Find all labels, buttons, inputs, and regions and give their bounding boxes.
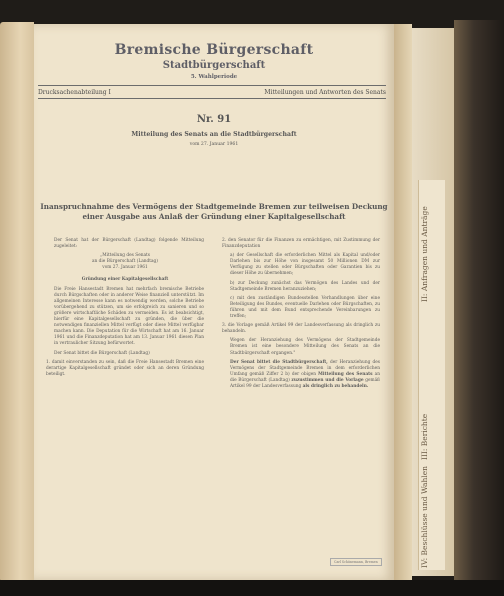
left-column: [46, 238, 204, 381]
quote-line-2: an die Bürgerschaft (Landtag): [91, 259, 158, 265]
right-paragraph-4: Wegen der Heranziehung des Vermögens der Stadtgemeinde Bremen ist eine besondere Mitteilung des Senats an die Stadtbürgerschaft ergangen.": [230, 338, 380, 356]
header-rule-top: [38, 85, 386, 86]
page-fold: [394, 24, 412, 580]
document-number: Nr. 91: [196, 114, 232, 125]
header-period: 5. Wahlperiode: [190, 74, 238, 80]
right-item-a: a) der Gesellschaft die erforderlichen Mittel als Kapital und/oder Darlehen bis zur Höhe von insgesamt 50 Millionen DM zur Verfügung zu stellen oder Bürgschaften oder Garantien bis zu dieser Höhe zu übernehmen;: [230, 253, 380, 277]
header-title: Bremische Bürgerschaft: [114, 42, 314, 58]
left-paragraph-2: Die Freie Hansestadt Bremen hat mehrfach bremische Betriebe durch Bürgschaften oder in anderer Weise finanziell unterstützt. Im allgemeinen Interesse kann es notwendig werden, solche Betriebe vorübergehend zu stützen, um sie erfolgreich zu sanieren und so größere wirtschaftliche Schäden zu vermeiden. Es ist beabsichtigt, hierfür eine Kapitalgesellschaft zu gründen, die über die notwendigen finanziellen Mittel verfügt oder diese Mittel verfügbar machen kann. Die Deputation für die Wirtschaft hat am 16. Januar 1961 und die Finanzdeputation hat am 13. Januar 1961 diesen Plan in vertraulicher Sitzung befürwortet.: [54, 286, 204, 347]
document-title-line-2: einer Ausgabe aus Anlaß der Gründung einer Kapitalgesellschaft: [82, 212, 346, 221]
left-paragraph-3: Der Senat bittet die Bürgerschaft (Landtag): [54, 350, 150, 356]
spine-label-berichte: III: Berichte: [420, 413, 429, 460]
binder-right-edge: [454, 20, 504, 586]
bottom-shadow: [0, 580, 504, 596]
document-page: [34, 24, 394, 580]
section-heading: Gründung einer Kapitalgesellschaft: [81, 277, 169, 283]
right-column: [222, 238, 380, 393]
senate-request-text-2: an die Bürgerschaft (Landtag): [230, 371, 380, 383]
right-paragraph-5: [222, 360, 380, 390]
spine-label-anfragen: II: Anfragen und Anträge: [420, 206, 429, 302]
department-label: Drucksachenabteilung I: [38, 89, 111, 96]
quote-line-1: „Mitteilung des Senats: [99, 253, 150, 259]
senate-request-bold-3: zuzustimmen und die Vorlage: [291, 377, 364, 383]
senate-request-bold-2: Mitteilung des Senats: [318, 371, 373, 377]
document-title-line-1: Inanspruchnahme des Vermögens der Stadtgemeinde Bremen zur teilweisen Deckung: [40, 202, 388, 211]
right-item-c: c) mit den zuständigen Bundesstellen Verhandlungen über eine Beteiligung des Bundes, eventuelle Darlehen oder Bürgschaften, zu führen und mit dem Bund entsprechende Vereinbarungen zu treffen;: [230, 295, 380, 320]
printer-imprint: Carl Schünemann, Bremen: [330, 558, 382, 566]
senate-request-text-1: der Heranziehung des Vermögens der Stadtgemeinde Bremen in dem erforderlichen Umfang gemäß Ziffer 2 b) der obigen: [230, 359, 380, 377]
spine-label-beschluesse: IV: Beschlüsse und Wahlen: [420, 466, 429, 568]
senate-request-text-3: gemäß Artikel 99 der Landesverfassung: [230, 377, 381, 389]
quote-line-3: vom 27. Januar 1961: [102, 265, 148, 271]
mitteilung-title: Mitteilung des Senats an die Stadtbürgerschaft: [131, 131, 297, 138]
right-paragraph-3: 3. die Vorlage gemäß Artikel 99 der Landesverfassung als dringlich zu behandeln.: [222, 323, 380, 335]
spine-labels: [416, 190, 448, 570]
senate-request-bold-4: als dringlich zu behandeln.: [302, 383, 369, 389]
header-subtitle: Stadtbürgerschaft: [162, 60, 266, 71]
senate-request-bold-1: Der Senat bittet die Stadtbürgerschaft,: [230, 359, 328, 365]
document-title: [34, 202, 394, 222]
section-label: Mitteilungen und Antworten des Senats: [264, 89, 386, 96]
right-paragraph-1: 2. den Senator für die Finanzen zu ermächtigen, mit Zustimmung der Finanzdeputation: [222, 238, 380, 250]
mitteilung-date: vom 27. Januar 1961: [189, 142, 239, 147]
right-item-b: b) zur Deckung zunächst das Vermögen des Landes und der Stadtgemeinde Bremen heranzuziehen;: [230, 280, 380, 292]
binder-left-edge: [0, 22, 34, 582]
left-intro: Der Senat hat der Bürgerschaft (Landtag) folgende Mitteilung zugeleitet:: [54, 238, 204, 250]
left-paragraph-4: 1. damit einverstanden zu sein, daß die Freie Hansestadt Bremen eine derartige Kapitalgesellschaft gründet oder sich an deren Gründung beteiligt.: [46, 359, 204, 377]
header-rule-bottom: [38, 98, 386, 99]
